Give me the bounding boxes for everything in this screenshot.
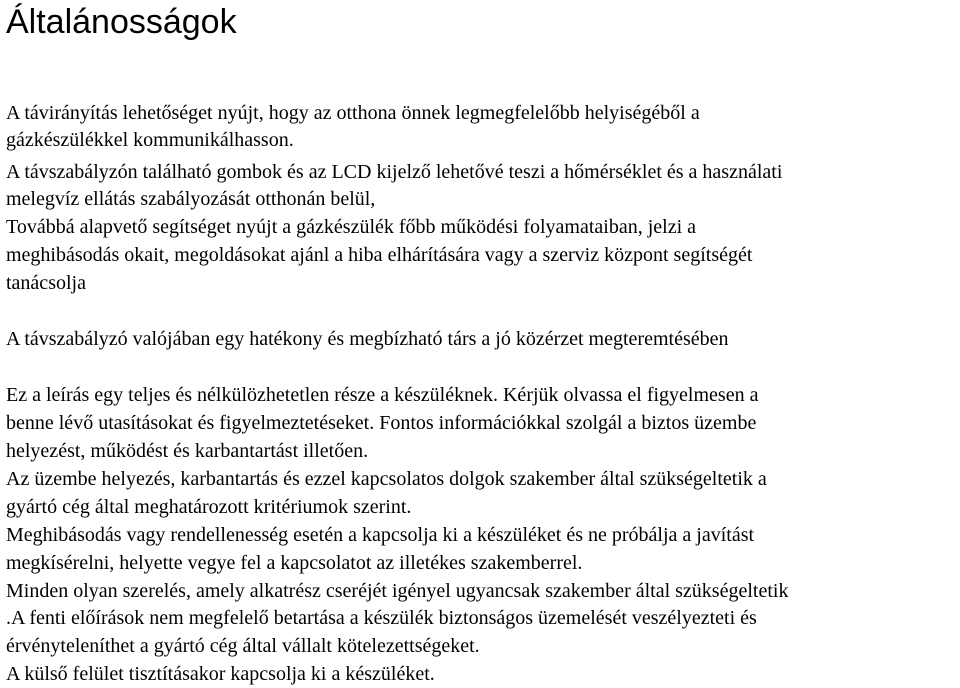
text-line: Meghibásodás vagy rendellenesség esetén a kapcsolja ki a készüléket és ne próbálja a javítást xyxy=(6,524,755,546)
text-line: A távirányítás lehetőséget nyújt, hogy az otthona önnek legmegfelelőbb helyiségéből a xyxy=(6,102,700,124)
text-line: Az üzembe helyezés, karbantartás és ezzel kapcsolatos dolgok szakember által szükségeltetik a xyxy=(6,468,767,490)
text-line: A külső felület tisztításakor kapcsolja ki a készüléket. xyxy=(6,663,435,685)
text-line: .A fenti előírások nem megfelelő betartása a készülék biztonságos üzemelését veszélyezteti és xyxy=(6,607,757,629)
text-line: tanácsolja xyxy=(6,272,86,294)
page-title: Általánosságok xyxy=(6,3,237,41)
text-line: Minden olyan szerelés, amely alkatrész cseréjét igényel ugyancsak szakember által szükségeltetik xyxy=(6,580,789,602)
text-line: érvényteleníthet a gyártó cég által vállalt kötelezettségeket. xyxy=(6,635,480,657)
text-line: benne lévő utasításokat és figyelmeztetéseket. Fontos információkkal szolgál a biztos üzembe xyxy=(6,412,757,434)
text-line: gyártó cég által meghatározott kritériumok szerint. xyxy=(6,496,412,518)
text-line: Továbbá alapvető segítséget nyújt a gázkészülék főbb működési folyamataiban, jelzi a xyxy=(6,216,697,238)
text-line: meghibásodás okait, megoldásokat ajánl a hiba elhárítására vagy a szerviz központ segítségét xyxy=(6,244,753,266)
text-line: melegvíz ellátás szabályozását otthonán belül, xyxy=(6,188,376,210)
text-line: Ez a leírás egy teljes és nélkülözhetetlen része a készüléknek. Kérjük olvassa el figyelmesen a xyxy=(6,384,759,406)
text-line: megkísérelni, helyette vegye fel a kapcsolatot az illetékes szakemberrel. xyxy=(6,552,583,574)
text-line: gázkészülékkel kommunikálhasson. xyxy=(6,129,294,151)
text-line: helyezést, működést és karbantartást illetően. xyxy=(6,440,369,462)
text-line: A távszabályzón található gombok és az LCD kijelző lehetővé teszi a hőmérséklet és a használati xyxy=(6,161,783,183)
text-line: A távszabályzó valójában egy hatékony és megbízható társ a jó közérzet megteremtésében xyxy=(6,328,729,350)
